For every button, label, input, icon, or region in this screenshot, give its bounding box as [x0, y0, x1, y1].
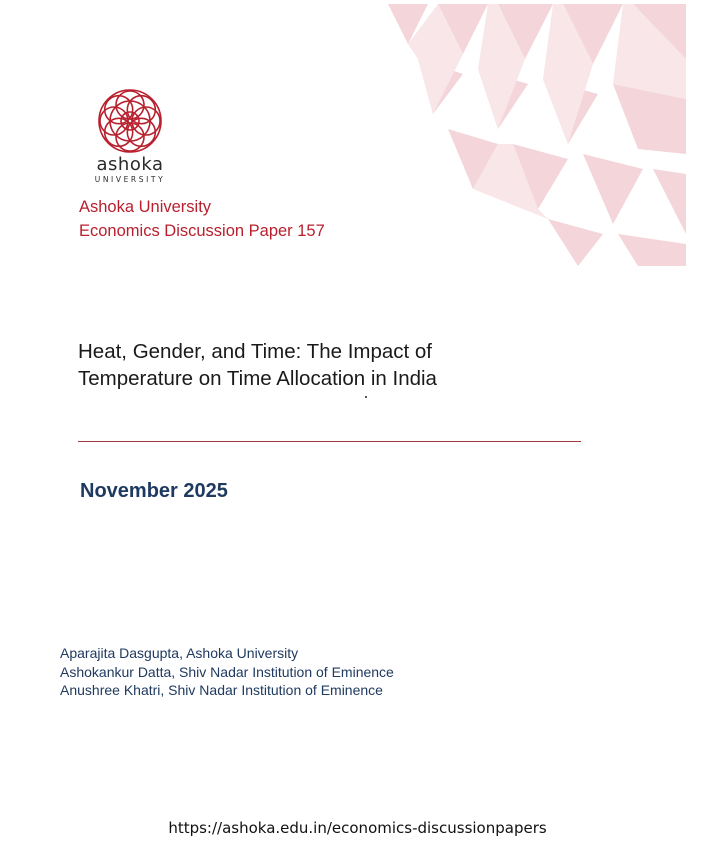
ashoka-university-logo [82, 88, 178, 188]
author-entry: Aparajita Dasgupta, Ashoka University [60, 645, 299, 661]
author-list [60, 644, 394, 700]
logo-subtitle: UNIVERSITY [94, 175, 166, 184]
series-heading [79, 195, 325, 243]
title-line-1: Heat, Gender, and Time: The Impact of [78, 340, 433, 363]
paper-title [78, 338, 578, 392]
stray-dot [365, 396, 367, 398]
title-divider [78, 441, 581, 442]
ashoka-chakra-emblem [97, 88, 163, 154]
footer-url-link[interactable]: https://ashoka.edu.in/economics-discussionpapers [168, 819, 547, 837]
author-entry: Anushree Khatri, Shiv Nadar Institution of Eminence [60, 682, 383, 698]
corner-decoration-pattern [388, 4, 686, 266]
logo-wordmark: ashoka [96, 154, 164, 175]
title-line-2: Temperature on Time Allocation in India [78, 367, 437, 390]
publication-date: November 2025 [80, 480, 228, 502]
author-entry: Ashokankur Datta, Shiv Nadar Institution of Eminence [60, 663, 394, 680]
discussion-paper-number: Economics Discussion Paper 157 [79, 222, 325, 240]
institution-name: Ashoka University [79, 198, 212, 216]
